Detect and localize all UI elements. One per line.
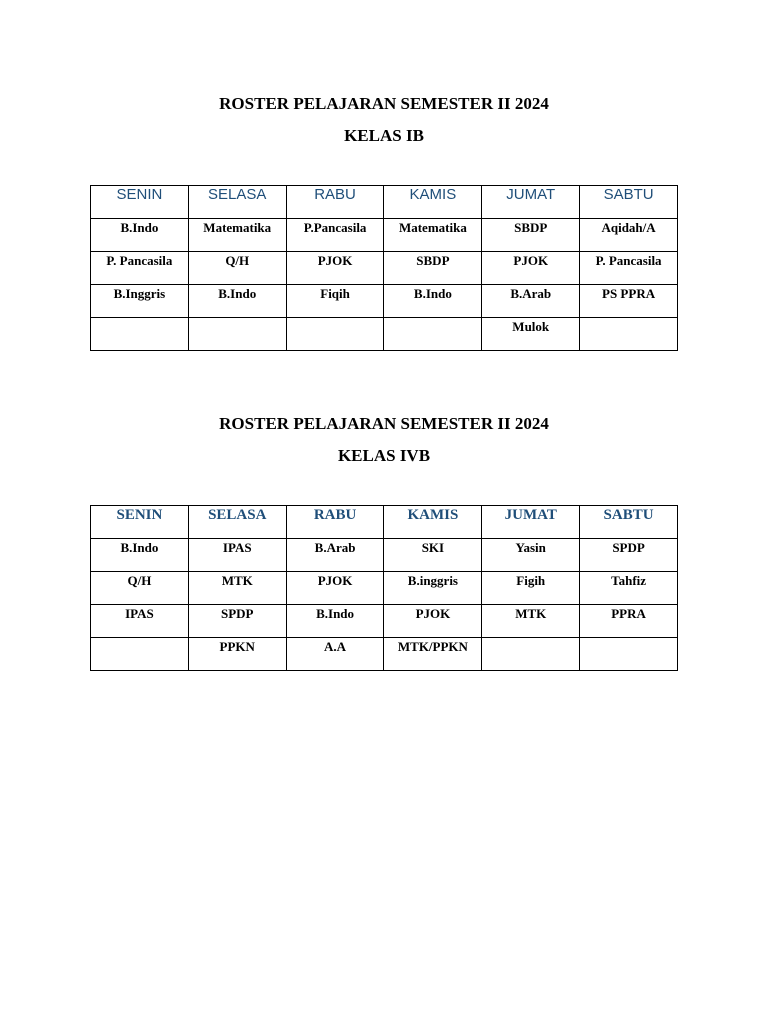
day-header-sabtu: SABTU <box>580 186 678 219</box>
day-header-jumat: JUMAT <box>482 186 580 219</box>
table-cell: B.inggris <box>384 572 482 605</box>
table-row <box>91 572 678 605</box>
table-cell: SPDP <box>580 539 678 572</box>
table-cell: B.Arab <box>482 285 580 318</box>
table-cell: PJOK <box>286 252 384 285</box>
table-cell: PJOK <box>482 252 580 285</box>
table-cell: Yasin <box>482 539 580 572</box>
table-row <box>91 605 678 638</box>
day-header-row <box>91 506 678 539</box>
table-cell: B.Indo <box>91 219 189 252</box>
table-row <box>91 252 678 285</box>
table-cell: Matematika <box>384 219 482 252</box>
table-cell: B.Indo <box>384 285 482 318</box>
roster-kelas-ivb <box>0 412 768 654</box>
class-title: KELAS IB <box>344 126 424 145</box>
table-row <box>91 285 678 318</box>
table-cell <box>580 638 678 671</box>
table-cell: SPDP <box>188 605 286 638</box>
table-cell: MTK <box>188 572 286 605</box>
schedule-table <box>90 185 678 351</box>
table-cell: B.Arab <box>286 539 384 572</box>
table-cell: Aqidah/A <box>580 219 678 252</box>
roster-kelas-ib <box>0 92 768 334</box>
day-header-senin: SENIN <box>91 186 189 219</box>
table-cell: B.Indo <box>188 285 286 318</box>
table-cell <box>482 638 580 671</box>
table-cell: PJOK <box>286 572 384 605</box>
day-header-sabtu: SABTU <box>580 506 678 539</box>
table-cell: SBDP <box>482 219 580 252</box>
roster-title: ROSTER PELAJARAN SEMESTER II 2024 <box>219 414 549 433</box>
table-cell: P. Pancasila <box>580 252 678 285</box>
table-cell: Tahfiz <box>580 572 678 605</box>
table-cell: SKI <box>384 539 482 572</box>
table-cell: Fiqih <box>286 285 384 318</box>
roster-title: ROSTER PELAJARAN SEMESTER II 2024 <box>219 94 549 113</box>
table-cell: PJOK <box>384 605 482 638</box>
day-header-rabu: RABU <box>286 186 384 219</box>
table-cell: SBDP <box>384 252 482 285</box>
table-cell: IPAS <box>91 605 189 638</box>
table-cell: Q/H <box>188 252 286 285</box>
table-cell: PS PPRA <box>580 285 678 318</box>
table-cell: Matematika <box>188 219 286 252</box>
day-header-kamis: KAMIS <box>384 186 482 219</box>
table-cell: Mulok <box>482 318 580 351</box>
table-cell: B.Indo <box>286 605 384 638</box>
day-header-selasa: SELASA <box>188 506 286 539</box>
table-cell: Q/H <box>91 572 189 605</box>
table-cell <box>188 318 286 351</box>
table-cell: B.Indo <box>91 539 189 572</box>
table-row <box>91 638 678 671</box>
table-row <box>91 318 678 351</box>
class-title: KELAS IVB <box>337 446 431 465</box>
table-cell <box>91 638 189 671</box>
table-cell <box>91 318 189 351</box>
day-header-row <box>91 186 678 219</box>
table-cell: PPRA <box>580 605 678 638</box>
day-header-senin: SENIN <box>91 506 189 539</box>
table-cell: MTK <box>482 605 580 638</box>
day-header-rabu: RABU <box>286 506 384 539</box>
table-cell: P. Pancasila <box>91 252 189 285</box>
table-cell: PPKN <box>188 638 286 671</box>
table-cell: B.Inggris <box>91 285 189 318</box>
table-cell: Figih <box>482 572 580 605</box>
table-cell: MTK/PPKN <box>384 638 482 671</box>
table-cell <box>384 318 482 351</box>
table-row <box>91 539 678 572</box>
table-cell <box>580 318 678 351</box>
table-row <box>91 219 678 252</box>
table-cell: IPAS <box>188 539 286 572</box>
day-header-kamis: KAMIS <box>384 506 482 539</box>
schedule-table <box>90 505 678 671</box>
table-cell <box>286 318 384 351</box>
table-cell: P.Pancasila <box>286 219 384 252</box>
day-header-jumat: JUMAT <box>482 506 580 539</box>
table-cell: A.A <box>286 638 384 671</box>
day-header-selasa: SELASA <box>188 186 286 219</box>
